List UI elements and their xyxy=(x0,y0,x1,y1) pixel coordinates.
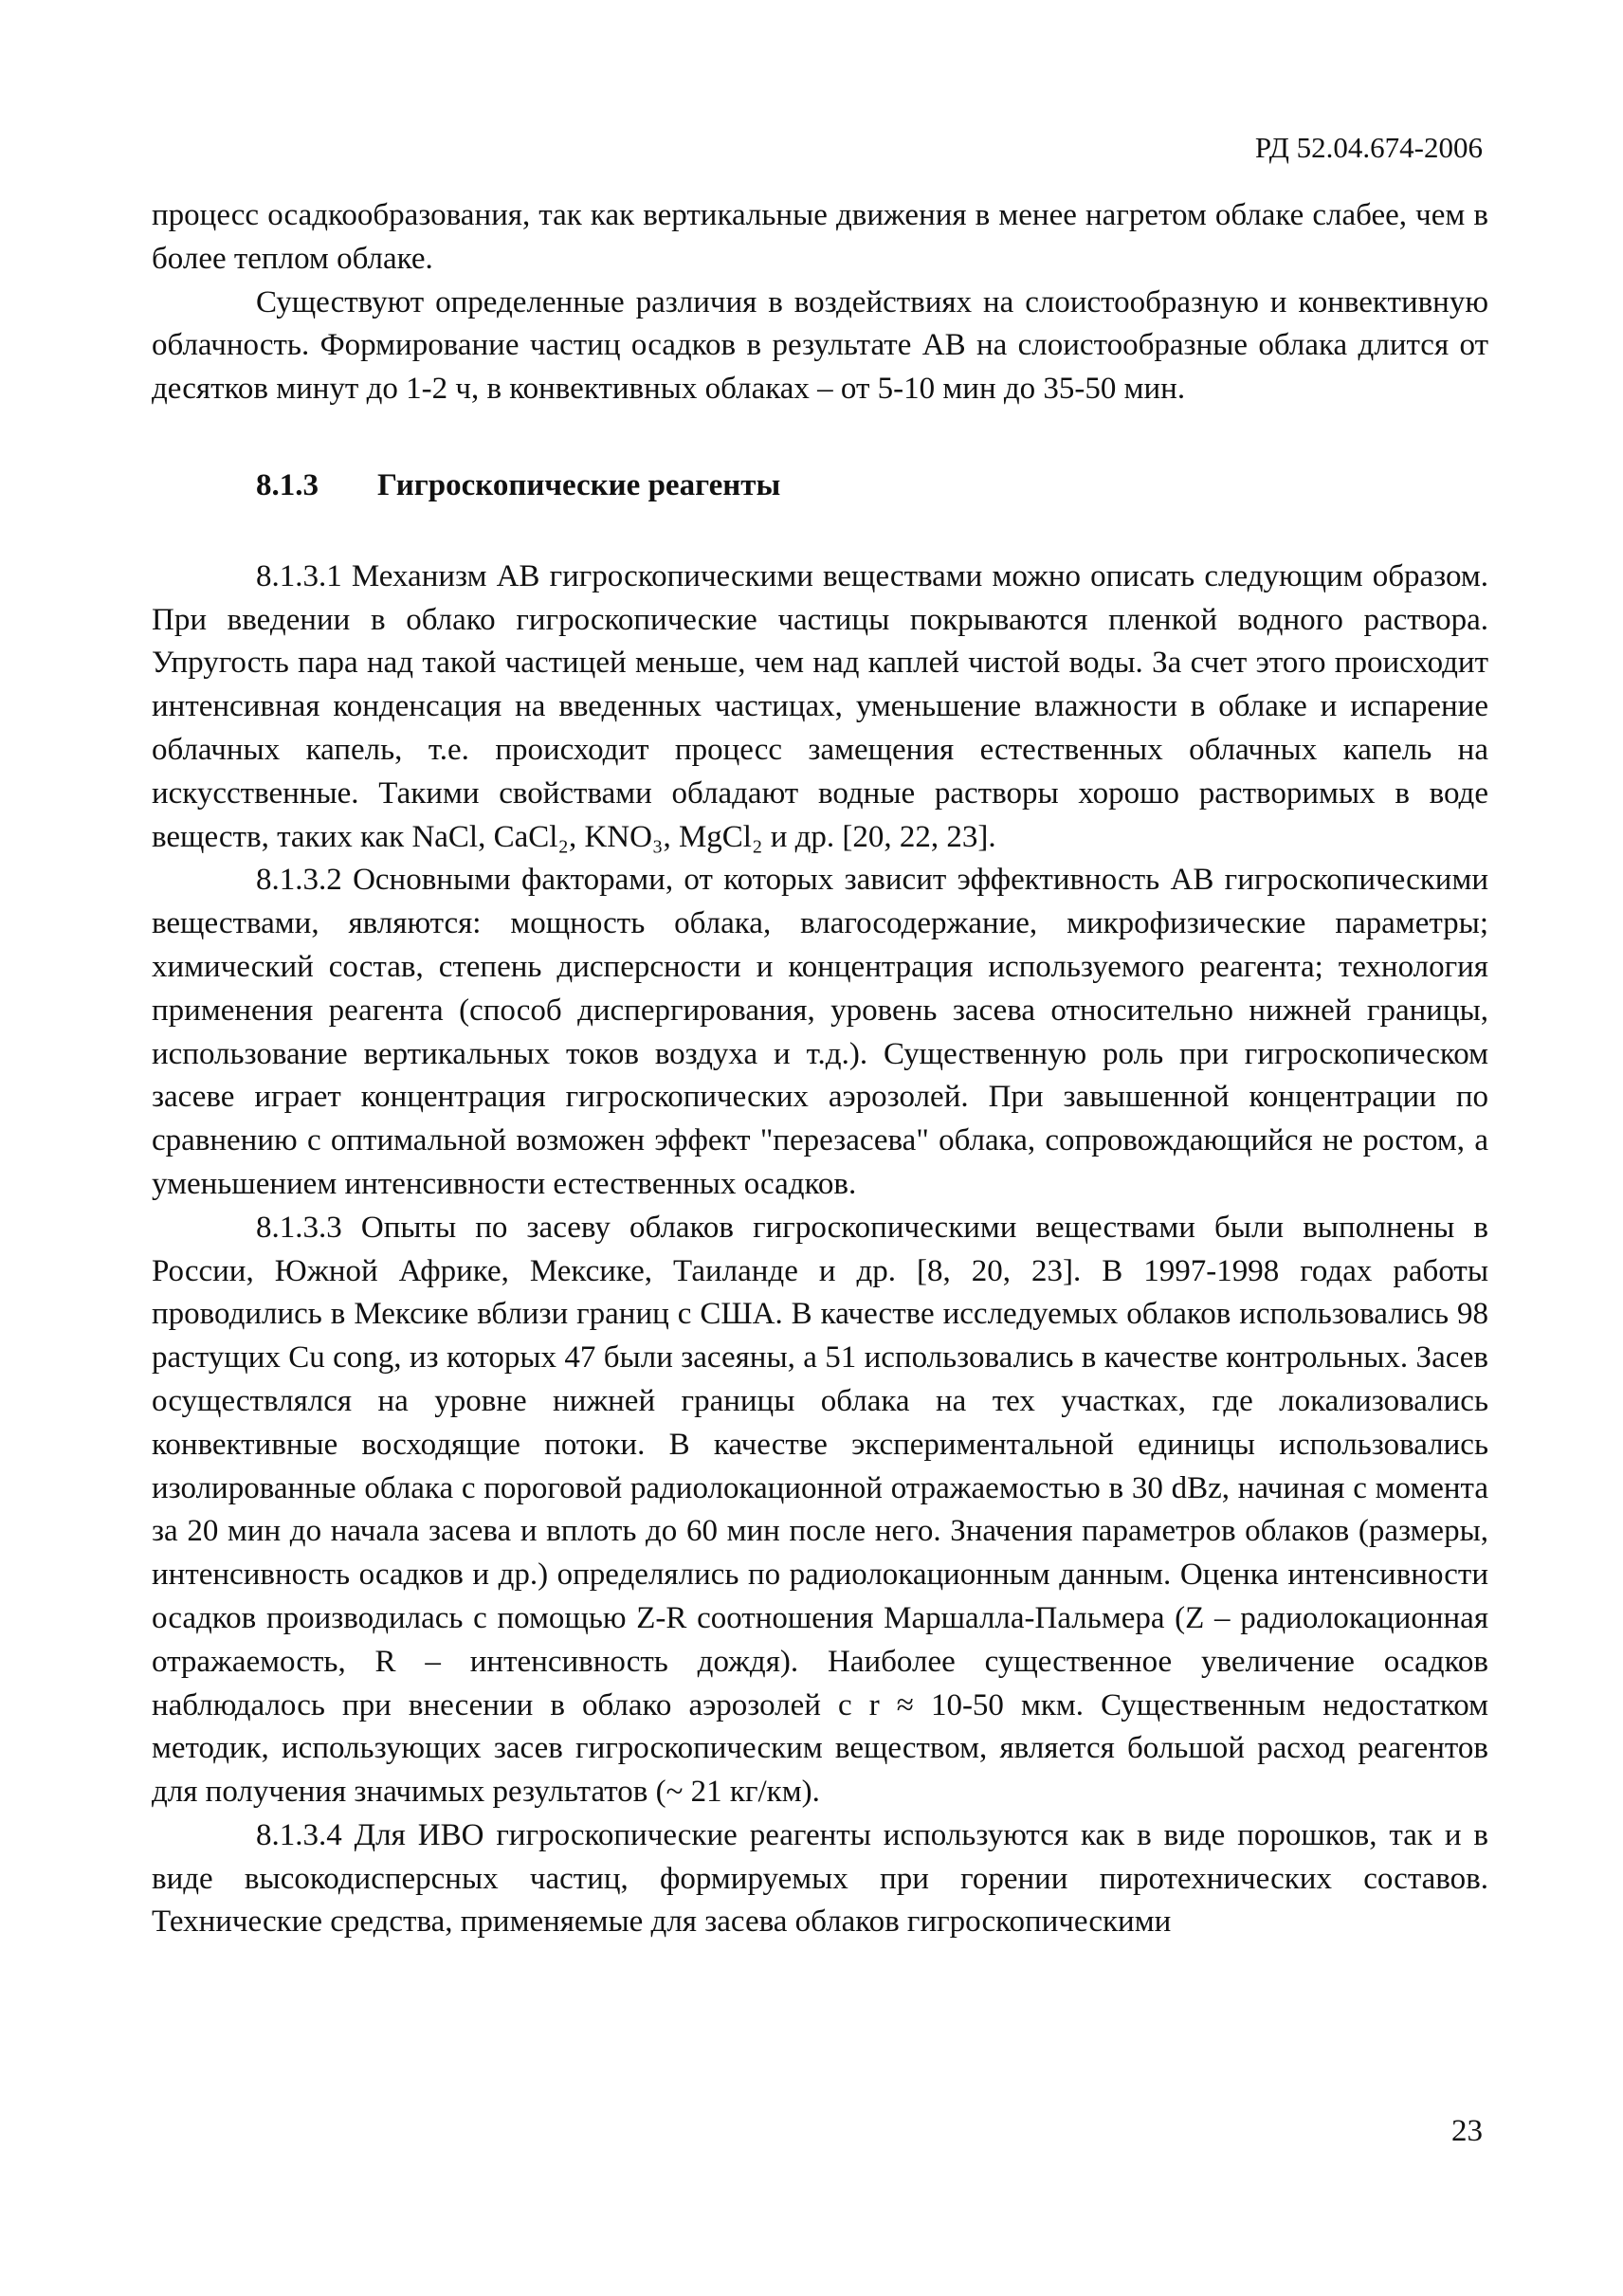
paragraph-8-1-3-4: 8.1.3.4 Для ИВО гигроскопические реагенты используются как в виде порошков, так и в виде высокодисперсных частиц, формируемых при горении пиротехнических составов. Технические средства, применяемые для засева облаков гигроскопическими xyxy=(152,1817,1488,1940)
section-number: 8.1.3 xyxy=(256,467,319,502)
paragraph-continuation: процесс осадкообразования, так как вертикальные движения в менее нагретом облаке слабее, чем в более теплом облаке. xyxy=(152,198,1488,276)
page-number: 23 xyxy=(1451,2114,1483,2148)
document-code: РД 52.04.674-2006 xyxy=(1254,131,1483,164)
paragraph-8-1-3-2: 8.1.3.2 Основными факторами, от которых зависит эффективность АВ гигроскопическими веществами, являются: мощность облака, влагосодержание, микрофизические параметры; химический состав, степень дисперсности и концентрация используемого реагента; технология применения реагента (способ диспергирования, уровень засева относительно нижней границы, использование вертикальных токов воздуха и т.д.). Существенную роль при гигроскопическом засеве играет концентрация гигроскопических аэрозолей. При завышенной концентрации по сравнению с оптимальной возможен эффект "перезасева" облака, сопровождающийся не ростом, а уменьшением интенсивности естественных осадков. xyxy=(152,863,1488,1201)
spacer xyxy=(152,508,1488,556)
paragraph-8-1-3-1: 8.1.3.1 Механизм АВ гигроскопическими веществами можно описать следующим образом. При введении в облако гигроскопические частицы покрываются пленкой водного раствора. Упругость пара над такой частицей меньше, чем над каплей чистой воды. За счет этого происходит интенсивная конденсация на введенных частицах, уменьшение влажности в облаке и испарение облачных капель, т.е. происходит процесс замещения естественных облачных капель на искусственные. Такими свойствами обладают водные растворы хорошо растворимых в воде веществ, таких как NaCl, CaCl₂, KNO₃, MgCl₂ и др. [20, 22, 23]. xyxy=(152,558,1488,854)
section-heading xyxy=(152,465,1488,508)
spacer xyxy=(152,411,1488,465)
body-text xyxy=(152,194,1488,1944)
paragraph-differences: Существуют определенные различия в воздействиях на слоистообразную и конвективную облачность. Формирование частиц осадков в результате АВ на слоистообразные облака длится от десятков минут до 1-2 ч, в конвективных облаках – от 5-10 мин до 35-50 мин. xyxy=(152,284,1488,407)
paragraph-8-1-3-3: 8.1.3.3 Опыты по засеву облаков гигроскопическими веществами были выполнены в России, Южной Африке, Мексике, Таиланде и др. [8, 20, 23]. В 1997-1998 годах работы проводились в Мексике вблизи границ с США. В качестве исследуемых облаков использовались 98 растущих Cu cong, из которых 47 были засеяны, а 51 использовались в качестве контрольных. Засев осуществлялся на уровне нижней границы облака на тех участках, где локализовались конвективные восходящие потоки. В качестве экспериментальной единицы использовались изолированные облака с пороговой радиолокационной отражаемостью в 30 dBz, начиная с момента за 20 мин до начала засева и вплоть до 60 мин после него. Значения параметров облаков (размеры, интенсивность осадков и др.) определялись по радиолокационным данным. Оценка интенсивности осадков производилась с помощью Z-R соотношения Маршалла-Пальмера (Z – радиолокационная отражаемость, R – интенсивность дождя). Наиболее существенное увеличение осадков наблюдалось при внесении в облако аэрозолей с r ≈ 10-50 мкм. Существенным недостатком методик, использующих засев гигроскопическим веществом, является большой расход реагентов для получения значимых результатов (~ 21 кг/км). xyxy=(152,1210,1488,1810)
section-title: Гигроскопические реагенты xyxy=(377,467,781,502)
